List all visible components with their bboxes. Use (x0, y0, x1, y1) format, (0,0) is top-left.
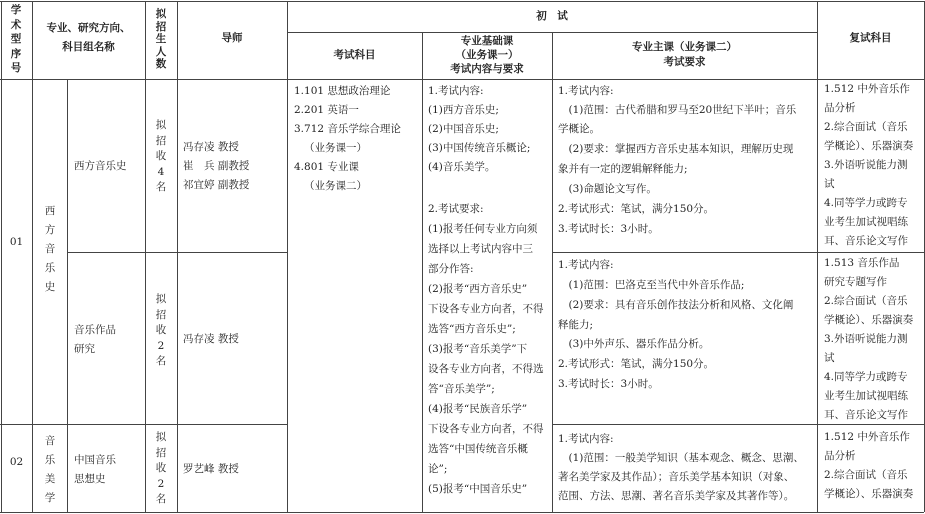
main-course-d2-line: 3.考试时长：3小时。 (558, 378, 659, 390)
basic-course-line: (1)西方音乐史; (428, 104, 499, 116)
subject-line-6: （业务课二） (304, 180, 367, 192)
header-retest: 复试科目 (849, 32, 892, 44)
basic-course-line: 答“音乐美学”; (428, 383, 495, 395)
header-initial: 初 试 (536, 10, 568, 22)
row-number-01: 01 (9, 236, 24, 248)
subject-line-3: 3.712 音乐学综合理论 (294, 123, 401, 135)
advisor-d1-3: 祁宜婷 副教授 (183, 179, 250, 191)
retest-d2-line: 2.综合面试（音乐 (824, 295, 908, 307)
basic-course-line: (5)报考“中国音乐史” (428, 483, 528, 495)
quota-d1: 拟招收4名 (155, 119, 167, 193)
retest-d2-line: 研究专题写作 (824, 276, 887, 288)
main-course-d2-line: 2.考试形式：笔试，满分150分。 (558, 358, 715, 370)
advisor-d2-1: 冯存凌 教授 (183, 333, 239, 345)
basic-course-line: (2)报考“西方音乐史” (428, 283, 528, 295)
main-course-d1-line: 1.考试内容: (558, 85, 614, 97)
basic-course-line: (4)报考“民族音乐学” (428, 403, 528, 415)
main-course-d1-line: 2.考试形式：笔试，满分150分。 (558, 203, 715, 215)
main-course-d2-line: (2)要求：具有音乐创作技法分析和风格、文化阐 (558, 299, 794, 311)
basic-course-line: 选答“西方音乐史”; (428, 323, 516, 335)
header-subjects: 考试科目 (333, 49, 376, 61)
subject-line-5: 4.801 专业课 (294, 161, 359, 173)
quota-d2: 拟招收2名 (155, 293, 167, 367)
basic-course-line: (1)报考任何专业方向须 (428, 223, 538, 235)
major-music-aesthetics: 音乐美学 (44, 435, 56, 504)
header-basic-1: 专业基础课 (460, 35, 514, 47)
retest-d2-line: 试 (824, 352, 835, 364)
header-main-1: 专业主课（业务课二） (632, 41, 737, 53)
retest-d3-line: 2.综合面试（音乐 (824, 469, 908, 481)
basic-course-line: 选择以上考试内容中三 (428, 243, 533, 255)
main-course-d1-line: 学概论。 (558, 123, 600, 135)
basic-course-line: 设各专业方向者，不得选 (428, 363, 544, 375)
row-number-02: 02 (9, 456, 24, 468)
retest-d2-line: 耳、音乐论文写作 (824, 409, 908, 421)
basic-course-line: (2)中国音乐史; (428, 123, 499, 135)
header-advisor: 导师 (221, 32, 243, 44)
advisor-d3-1: 罗艺峰 教授 (183, 463, 239, 475)
main-course-d1-line: (2)要求：掌握西方音乐史基本知识，理解历史现 (558, 143, 794, 155)
header-seq: 学术型序号 (10, 4, 22, 74)
retest-d1-line: 耳、音乐论文写作 (824, 235, 908, 247)
direction-name-d2-line1: 音乐作品 (74, 324, 116, 336)
basic-course-line: 1.考试内容: (428, 85, 484, 97)
direction-name-d1: 西方音乐史 (74, 160, 127, 172)
basic-course-line: (3)报考“音乐美学”下 (428, 343, 528, 355)
quota-d3: 拟招收2名 (155, 431, 167, 505)
retest-d3-line: 学概论）、乐器演奏 (824, 488, 914, 500)
basic-course-line: 下设各专业方向者，不得 (428, 303, 544, 315)
retest-d1-line: 2.综合面试（音乐 (824, 121, 908, 133)
header-major-line2: 科目组名称 (62, 41, 115, 53)
basic-course-line: (4)音乐美学。 (428, 161, 496, 173)
retest-d1-line: 业考生加试视唱练 (824, 216, 908, 228)
main-course-d2-line: (3)中外声乐、器乐作品分析。 (558, 338, 710, 350)
retest-d2-line: 学概论）、乐器演奏 (824, 314, 914, 326)
main-course-d2-line: (1)范围：巴洛克至当代中外音乐作品; (558, 279, 745, 291)
basic-course-line: 下设各专业方向者，不得 (428, 423, 544, 435)
retest-d1-line: 1.512 中外音乐作 (824, 83, 910, 95)
retest-d1-line: 学概论）、乐器演奏 (824, 140, 914, 152)
retest-d1-line: 3.外语听说能力测 (824, 159, 908, 171)
subject-line-4: （业务课一） (304, 142, 367, 154)
subject-line-2: 2.201 英语一 (294, 104, 359, 116)
retest-d2-line: 3.外语听说能力测 (824, 333, 908, 345)
major-western-music-history: 西方音乐史 (44, 205, 56, 293)
basic-course-line: 部分作答: (428, 263, 474, 275)
advisor-d1-2: 崔 兵 副教授 (183, 160, 250, 172)
basic-course-line: 选答“中国传统音乐概 (428, 443, 528, 455)
retest-d2-line: 业考生加试视唱练 (824, 390, 908, 402)
direction-name-d3-line1: 中国音乐 (74, 454, 116, 466)
advisor-d1-1: 冯存凌 教授 (183, 141, 239, 153)
retest-d3-line: 1.512 中外音乐作 (824, 431, 910, 443)
main-course-d1-line: 3.考试时长：3小时。 (558, 223, 659, 235)
header-basic-3: 考试内容与要求 (450, 63, 524, 75)
basic-course-line: (3)中国传统音乐概论; (428, 142, 531, 154)
subject-line-1: 1.101 思想政治理论 (294, 85, 391, 97)
direction-name-d3-line2: 思想史 (74, 473, 106, 485)
retest-d1-line: 4.同等学力或跨专 (824, 197, 908, 209)
retest-d2-line: 1.513 音乐作品 (824, 257, 900, 269)
retest-d1-line: 试 (824, 178, 835, 190)
basic-course-line: 论”; (428, 463, 448, 475)
header-main-2: 考试要求 (663, 56, 706, 68)
main-course-d1-line: 象并有一定的逻辑解释能力; (558, 163, 688, 175)
main-course-d1-line: (3)命题论文写作。 (558, 183, 657, 195)
main-course-d1-line: (1)范围：古代希腊和罗马至20世纪下半叶；音乐 (558, 104, 797, 116)
retest-d2-line: 4.同等学力或跨专 (824, 371, 908, 383)
main-course-d3-line: 1.考试内容: (558, 433, 614, 445)
main-course-d3-line: 著名美学家及其作品）；音乐美学基本知识（对象、 (558, 471, 795, 483)
basic-course-line: 2.考试要求: (428, 203, 484, 215)
header-major-line1: 专业、研究方向、 (46, 22, 131, 34)
retest-d3-line: 品分析 (824, 450, 856, 462)
header-quota: 拟招生人数 (155, 8, 167, 70)
direction-name-d2-line2: 研究 (74, 343, 95, 355)
header-basic-2: （业务课一） (455, 49, 519, 61)
retest-d1-line: 品分析 (824, 102, 856, 114)
main-course-d2-line: 1.考试内容: (558, 259, 614, 271)
main-course-d3-line: (1)范围：一般美学知识（基本观念、概念、思潮、 (558, 452, 804, 464)
main-course-d3-line: 范围、方法、思潮、著名音乐美学家及其著作等）。 (558, 490, 795, 502)
main-course-d2-line: 释能力; (558, 319, 594, 331)
